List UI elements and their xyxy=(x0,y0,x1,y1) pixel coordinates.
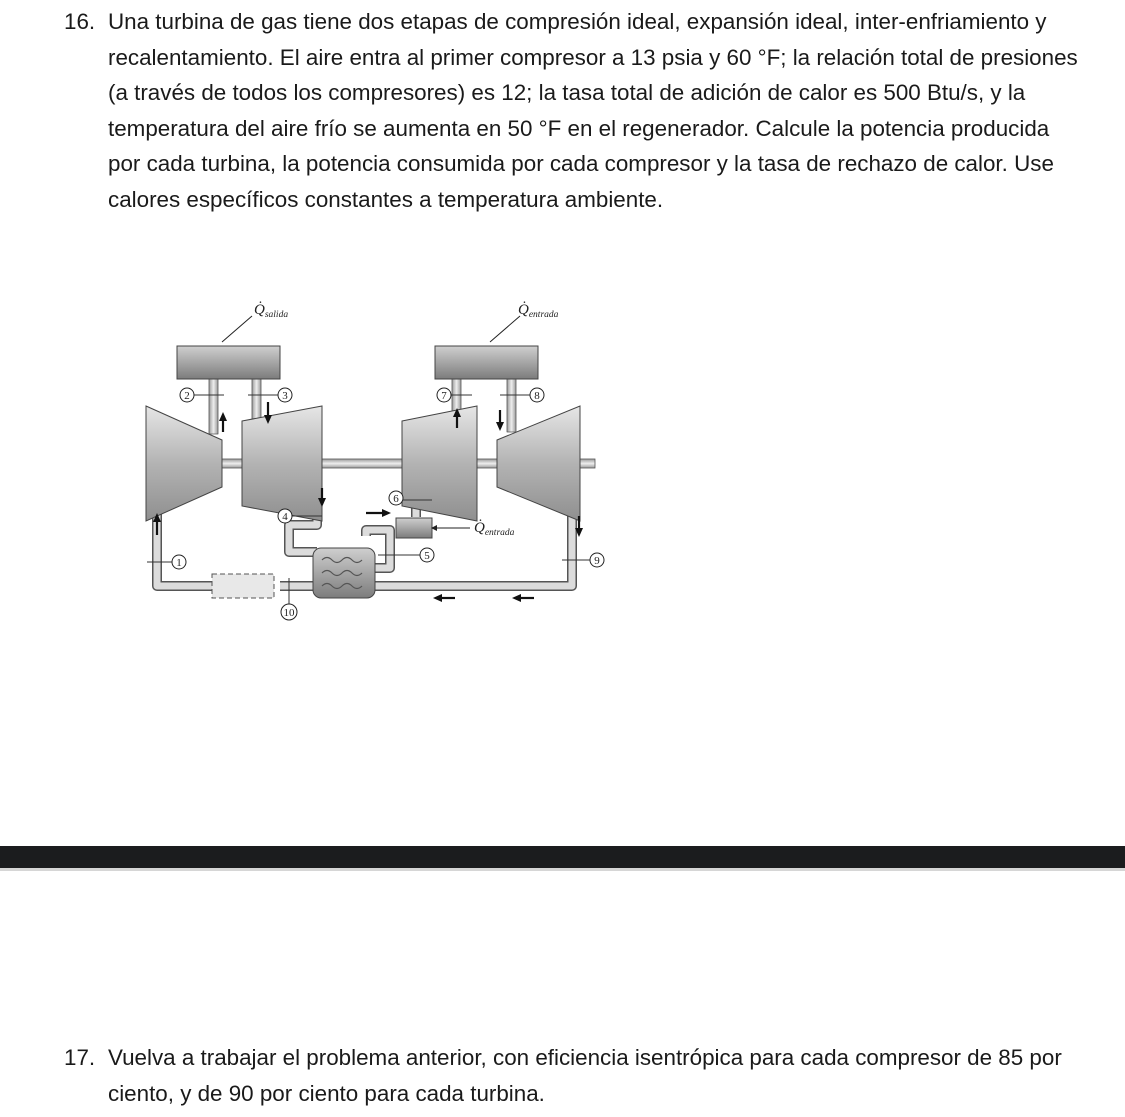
svg-text:5: 5 xyxy=(424,550,430,562)
station-7 xyxy=(437,388,451,402)
reheater xyxy=(435,346,538,379)
compressor-2 xyxy=(242,406,322,521)
problem-17 xyxy=(64,1040,1085,1111)
svg-text:9: 9 xyxy=(594,555,600,567)
heat-rejection-unit xyxy=(212,574,274,598)
combustor xyxy=(396,518,432,538)
station-10 xyxy=(281,604,297,620)
q-out-label: $Q̇_{salida}$ xyxy=(254,302,289,320)
section-divider xyxy=(0,846,1125,868)
svg-text:4: 4 xyxy=(282,511,288,523)
station-8 xyxy=(530,388,544,402)
gas-turbine-diagram xyxy=(132,290,612,630)
regenerator xyxy=(313,548,375,598)
problem-number: 17. xyxy=(64,1045,96,1070)
svg-text:10: 10 xyxy=(283,607,295,619)
station-3 xyxy=(278,388,292,402)
svg-text:1: 1 xyxy=(176,557,182,569)
problem-text: Una turbina de gas tiene dos etapas de compresión ideal, expansión ideal, inter-enfriamiento y recalentamiento. El aire entra al primer compresor a 13 psia y 60 °F; la relación total de presiones (a través de todos los compresores) es 12; la tasa total de adición de calor es 500 Btu/s, y la temperatura del aire frío se aumenta en 50 °F en el regenerador. Calcule la potencia producida por cada turbina, la potencia consumida por cada compresor y la tasa de rechazo de calor. Use calores específicos constantes a temperatura ambiente. xyxy=(108,9,1078,212)
problem-text: Vuelva a trabajar el problema anterior, con eficiencia isentrópica para cada compresor de 85 por ciento, y de 90 por ciento para cada turbina. xyxy=(108,1045,1062,1106)
turbine-1 xyxy=(402,406,477,521)
q-in-top-label: $Q̇_{entrada}$ xyxy=(518,302,559,320)
q-in-mid-label: $Q̇_{entrada}$ xyxy=(474,520,515,538)
divider-shadow xyxy=(0,868,1125,871)
station-2 xyxy=(180,388,194,402)
svg-text:7: 7 xyxy=(441,390,447,402)
station-9 xyxy=(590,553,604,567)
problem-16 xyxy=(64,4,1085,218)
intercooler xyxy=(177,346,280,379)
svg-text:8: 8 xyxy=(534,390,540,402)
svg-text:2: 2 xyxy=(184,390,190,402)
station-5 xyxy=(420,548,434,562)
station-4 xyxy=(278,509,292,523)
svg-text:3: 3 xyxy=(282,390,288,402)
problem-number: 16. xyxy=(64,9,96,34)
svg-text:6: 6 xyxy=(393,493,399,505)
station-1 xyxy=(172,555,186,569)
station-6 xyxy=(389,491,403,505)
